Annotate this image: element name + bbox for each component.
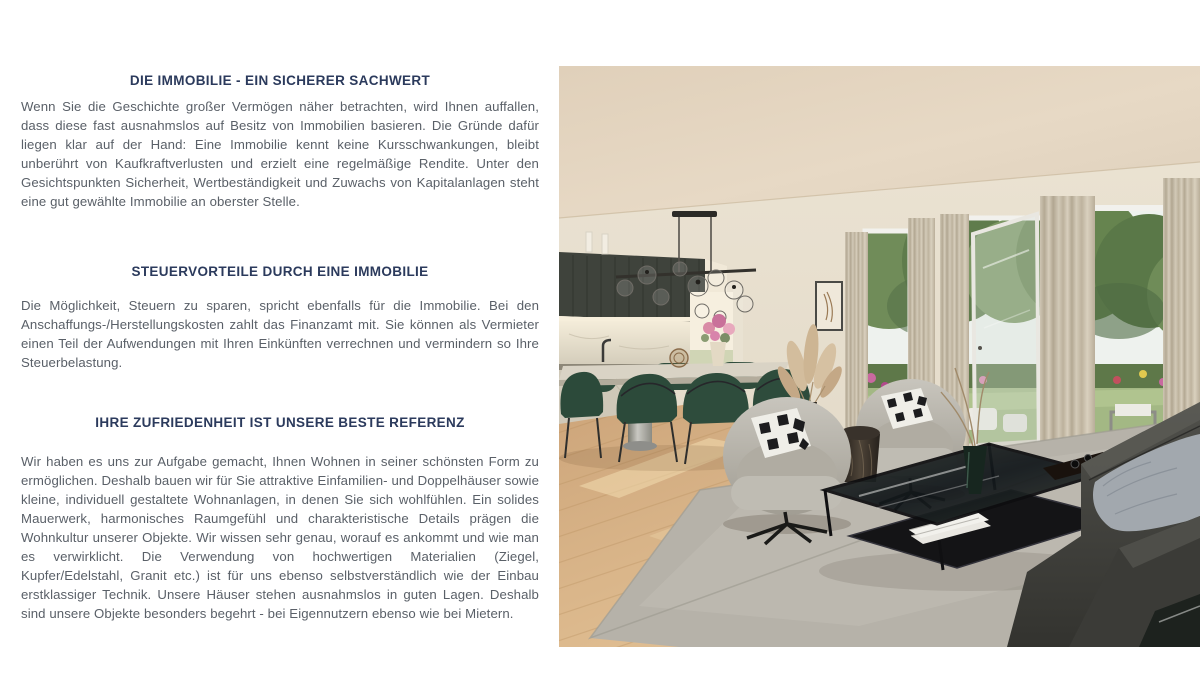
ceiling-spotlight <box>586 232 592 252</box>
table-lantern <box>670 349 688 367</box>
section-2-heading: STEUERVORTEILE DURCH EINE IMMOBILIE <box>131 264 429 279</box>
ceiling-spotlight <box>602 234 608 254</box>
section-3-paragraph: Wir haben es uns zur Aufgabe gemacht, Ihnen Wohnen in seiner schönsten Form zu ermöglichen. Deshalb bauen wir für Sie attraktive Einfamilien- und Doppelhäuser sowie kleine, individuell gestaltete Wohnanlagen, in denen Sie sich wohlfühlen. Ein solides Mauerwerk, harmonisches Raumgefühl und charakteristische Details prägen die Wohnkultur unserer Objekte. Wir wissen sehr genau, worauf es ankommt und wie man es verwirklicht. Die Verwendung von hochwertigen Materialien (Ziegel, Kupfer/Edelstahl, Granit etc.) ist für uns ebenso selbstverständlich wie der Einbau erstklassiger Technik. Unsere Häuser stehen ausnahmslos in guten Lagen. Deshalb sind unsere Objekte besonders begehrt - bei Eigennutzern ebenso wie bei Mietern. <box>21 454 539 621</box>
living-room-illustration <box>559 66 1200 647</box>
armchair-left <box>723 397 851 544</box>
open-door <box>973 214 1039 464</box>
section-1-paragraph: Wenn Sie die Geschichte großer Vermögen näher betrachten, wird Ihnen auffallen, dass diese fast ausnahmslos auf Besitz von Immobilien basieren. Die Gründe dafür liegen klar auf der Hand: Eine Immobilie kennt keine Kursschwankungen, bleibt unberührt von Kaufkraftverlusten und erzielt eine regelmäßige Rendite. Unter den Gesichtspunkten Sicherheit, Wertbeständigkeit und Zuwachs von Kapitalanlagen steht eine gut gewählte Immobilie an oberster Stelle. <box>21 99 539 209</box>
section-1-heading: DIE IMMOBILIE - EIN SICHERER SACHWERT <box>129 73 431 88</box>
section-2-paragraph: Die Möglichkeit, Steuern zu sparen, spricht ebenfalls für die Immobilie. Bei den Anschaffungs-/Herstellungskosten zahlt das Finanzamt mit. Sie können als Vermieter einen Teil der Aufwendungen mit Ihren Einkünften verrechnen und vermindern so Ihre Steuerbelastung. <box>21 298 539 370</box>
section-3-heading: IHRE ZUFRIEDENHEIT IST UNSERE BESTE REFERENZ <box>95 415 465 430</box>
living-room-photo <box>559 66 1200 647</box>
wall-art-frame <box>816 282 842 330</box>
